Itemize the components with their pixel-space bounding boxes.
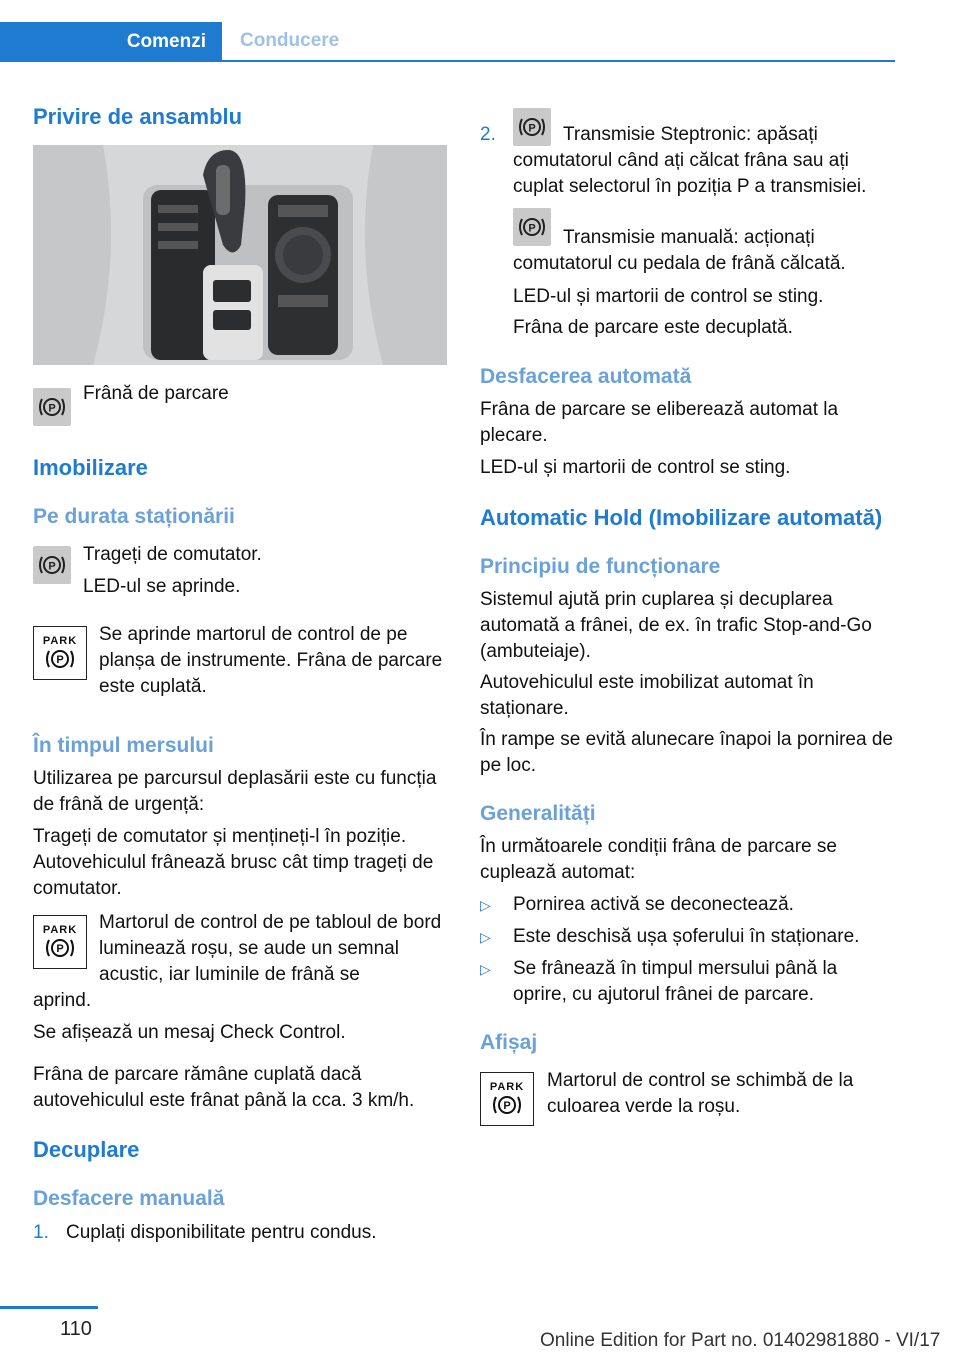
list-item-text: Este deschisă ușa șoferului în staționare. xyxy=(513,926,860,947)
p-glyph: P xyxy=(528,122,536,135)
park-label: PARK xyxy=(42,923,78,936)
p-glyph: P xyxy=(56,942,64,955)
list-item-text: Se frânează în timpul mersului până la oprire, cu ajutorul frânei de parcare. xyxy=(513,958,838,1005)
general-title: Generalități xyxy=(480,802,596,825)
display-text: Martorul de control se schimbă de la culoarea verde la roșu. xyxy=(547,1070,854,1117)
triangle-bullet-icon: ▷ xyxy=(480,929,491,945)
remains-engaged: Frâna de parcare rămâne cuplată dacă autovehiculul este frânat până la cca. 3 km/h. xyxy=(33,1064,415,1111)
edition-note: Online Edition for Part no. 01402981880 - VI/17 xyxy=(540,1330,941,1351)
p-brake-icon xyxy=(490,1093,524,1117)
list-item-text: Pornirea activă se deconectează. xyxy=(513,894,794,915)
park-label: PARK xyxy=(489,1080,525,1093)
parking-brake-icon xyxy=(33,546,71,584)
park-note2-b: aprind. xyxy=(33,990,92,1011)
stationary-title: Pe durata staționării xyxy=(33,505,235,528)
display-title: Afișaj xyxy=(480,1031,538,1054)
list-item xyxy=(480,956,895,1008)
step2-led-off: LED-ul și martorii de control se sting. xyxy=(513,286,824,307)
tab-comenzi[interactable]: Comenzi xyxy=(0,22,222,62)
manual-release-title: Desfacere manuală xyxy=(33,1187,225,1210)
p-brake-icon xyxy=(37,392,67,422)
auto-hold-title: Automatic Hold (Imobilizare automată) xyxy=(480,505,883,530)
step2-number: 2. xyxy=(480,124,496,145)
p-glyph: P xyxy=(48,560,56,573)
list-item xyxy=(480,924,895,950)
driving-p1: Utilizarea pe parcursul deplasării este cu funcția de frână de urgență: xyxy=(33,768,437,815)
triangle-bullet-icon: ▷ xyxy=(480,897,491,913)
page-number: 110 xyxy=(60,1318,92,1340)
triangle-bullet-icon: ▷ xyxy=(480,961,491,977)
stationary-line1: Trageți de comutator. xyxy=(83,544,262,565)
principle-p1: Sistemul ajută prin cuplarea și decuplarea automată a frânei, de ex. în trafic Stop-and-Go (ambuteiaje). xyxy=(480,589,872,662)
step1-number: 1. xyxy=(33,1222,49,1243)
p-glyph: P xyxy=(503,1099,511,1112)
principle-p2: Autovehiculul este imobilizat automat în staționare. xyxy=(480,672,814,719)
p-glyph: P xyxy=(48,402,56,415)
p-brake-icon xyxy=(43,936,77,960)
park-label: PARK xyxy=(42,634,78,647)
stationary-line2: LED-ul se aprinde. xyxy=(83,576,241,597)
principle-p3: În rampe se evită alunecare înapoi la pornirea de pe loc. xyxy=(480,729,893,776)
p-brake-icon xyxy=(37,550,67,580)
driving-title: În timpul mersului xyxy=(33,734,214,757)
driving-p2: Trageți de comutator și mențineți-l în poziție. Autovehiculul frânează brusc cât timp trageți de comutator. xyxy=(33,826,434,899)
p-brake-icon xyxy=(43,647,77,671)
conditions-list xyxy=(480,892,895,1008)
p-glyph: P xyxy=(56,653,64,666)
park-warning-icon xyxy=(33,915,87,969)
tab-conducere[interactable]: Conducere xyxy=(222,22,895,62)
overview-title: Privire de ansamblu xyxy=(33,104,243,129)
parking-brake-photo xyxy=(33,145,447,365)
step2-steptronic: Transmisie Steptronic: apăsați comutatorul când ați călcat frâna sau ați cuplat selectorul în poziția P a transmisiei. xyxy=(513,124,867,197)
auto-release-p1: Frâna de parcare se eliberează automat la plecare. xyxy=(480,399,839,446)
principle-title: Principiu de funcționare xyxy=(480,555,721,578)
auto-release-title: Desfacerea automată xyxy=(480,365,692,388)
parking-brake-icon xyxy=(33,388,71,426)
check-control: Se afișează un mesaj Check Control. xyxy=(33,1022,346,1043)
list-item xyxy=(480,892,895,918)
general-p1: În următoarele condiții frâna de parcare se cuplează automat: xyxy=(480,836,837,883)
park-note1: Se aprinde martorul de control de pe planșa de instrumente. Frâna de parcare este cuplată. xyxy=(99,624,443,697)
auto-release-p2: LED-ul și martorii de control se sting. xyxy=(480,457,791,478)
park-note2-a: Martorul de control de pe tabloul de bord luminează roșu, se aude un semnal acustic, iar luminile de frână se xyxy=(99,912,442,985)
immobilize-title: Imobilizare xyxy=(33,455,148,480)
p-glyph: P xyxy=(528,222,536,235)
step2-manual: Transmisie manuală: acționați comutatorul cu pedala de frână călcată. xyxy=(513,227,846,274)
park-warning-icon xyxy=(480,1072,534,1126)
step2-released: Frâna de parcare este decuplată. xyxy=(513,317,793,338)
release-title: Decuplare xyxy=(33,1137,140,1162)
photo-caption: Frână de parcare xyxy=(83,383,229,404)
park-warning-icon xyxy=(33,626,87,680)
step1-text: Cuplați disponibilitate pentru condus. xyxy=(66,1222,377,1243)
footer-rule xyxy=(0,1306,98,1309)
center-console-illustration xyxy=(33,145,447,365)
